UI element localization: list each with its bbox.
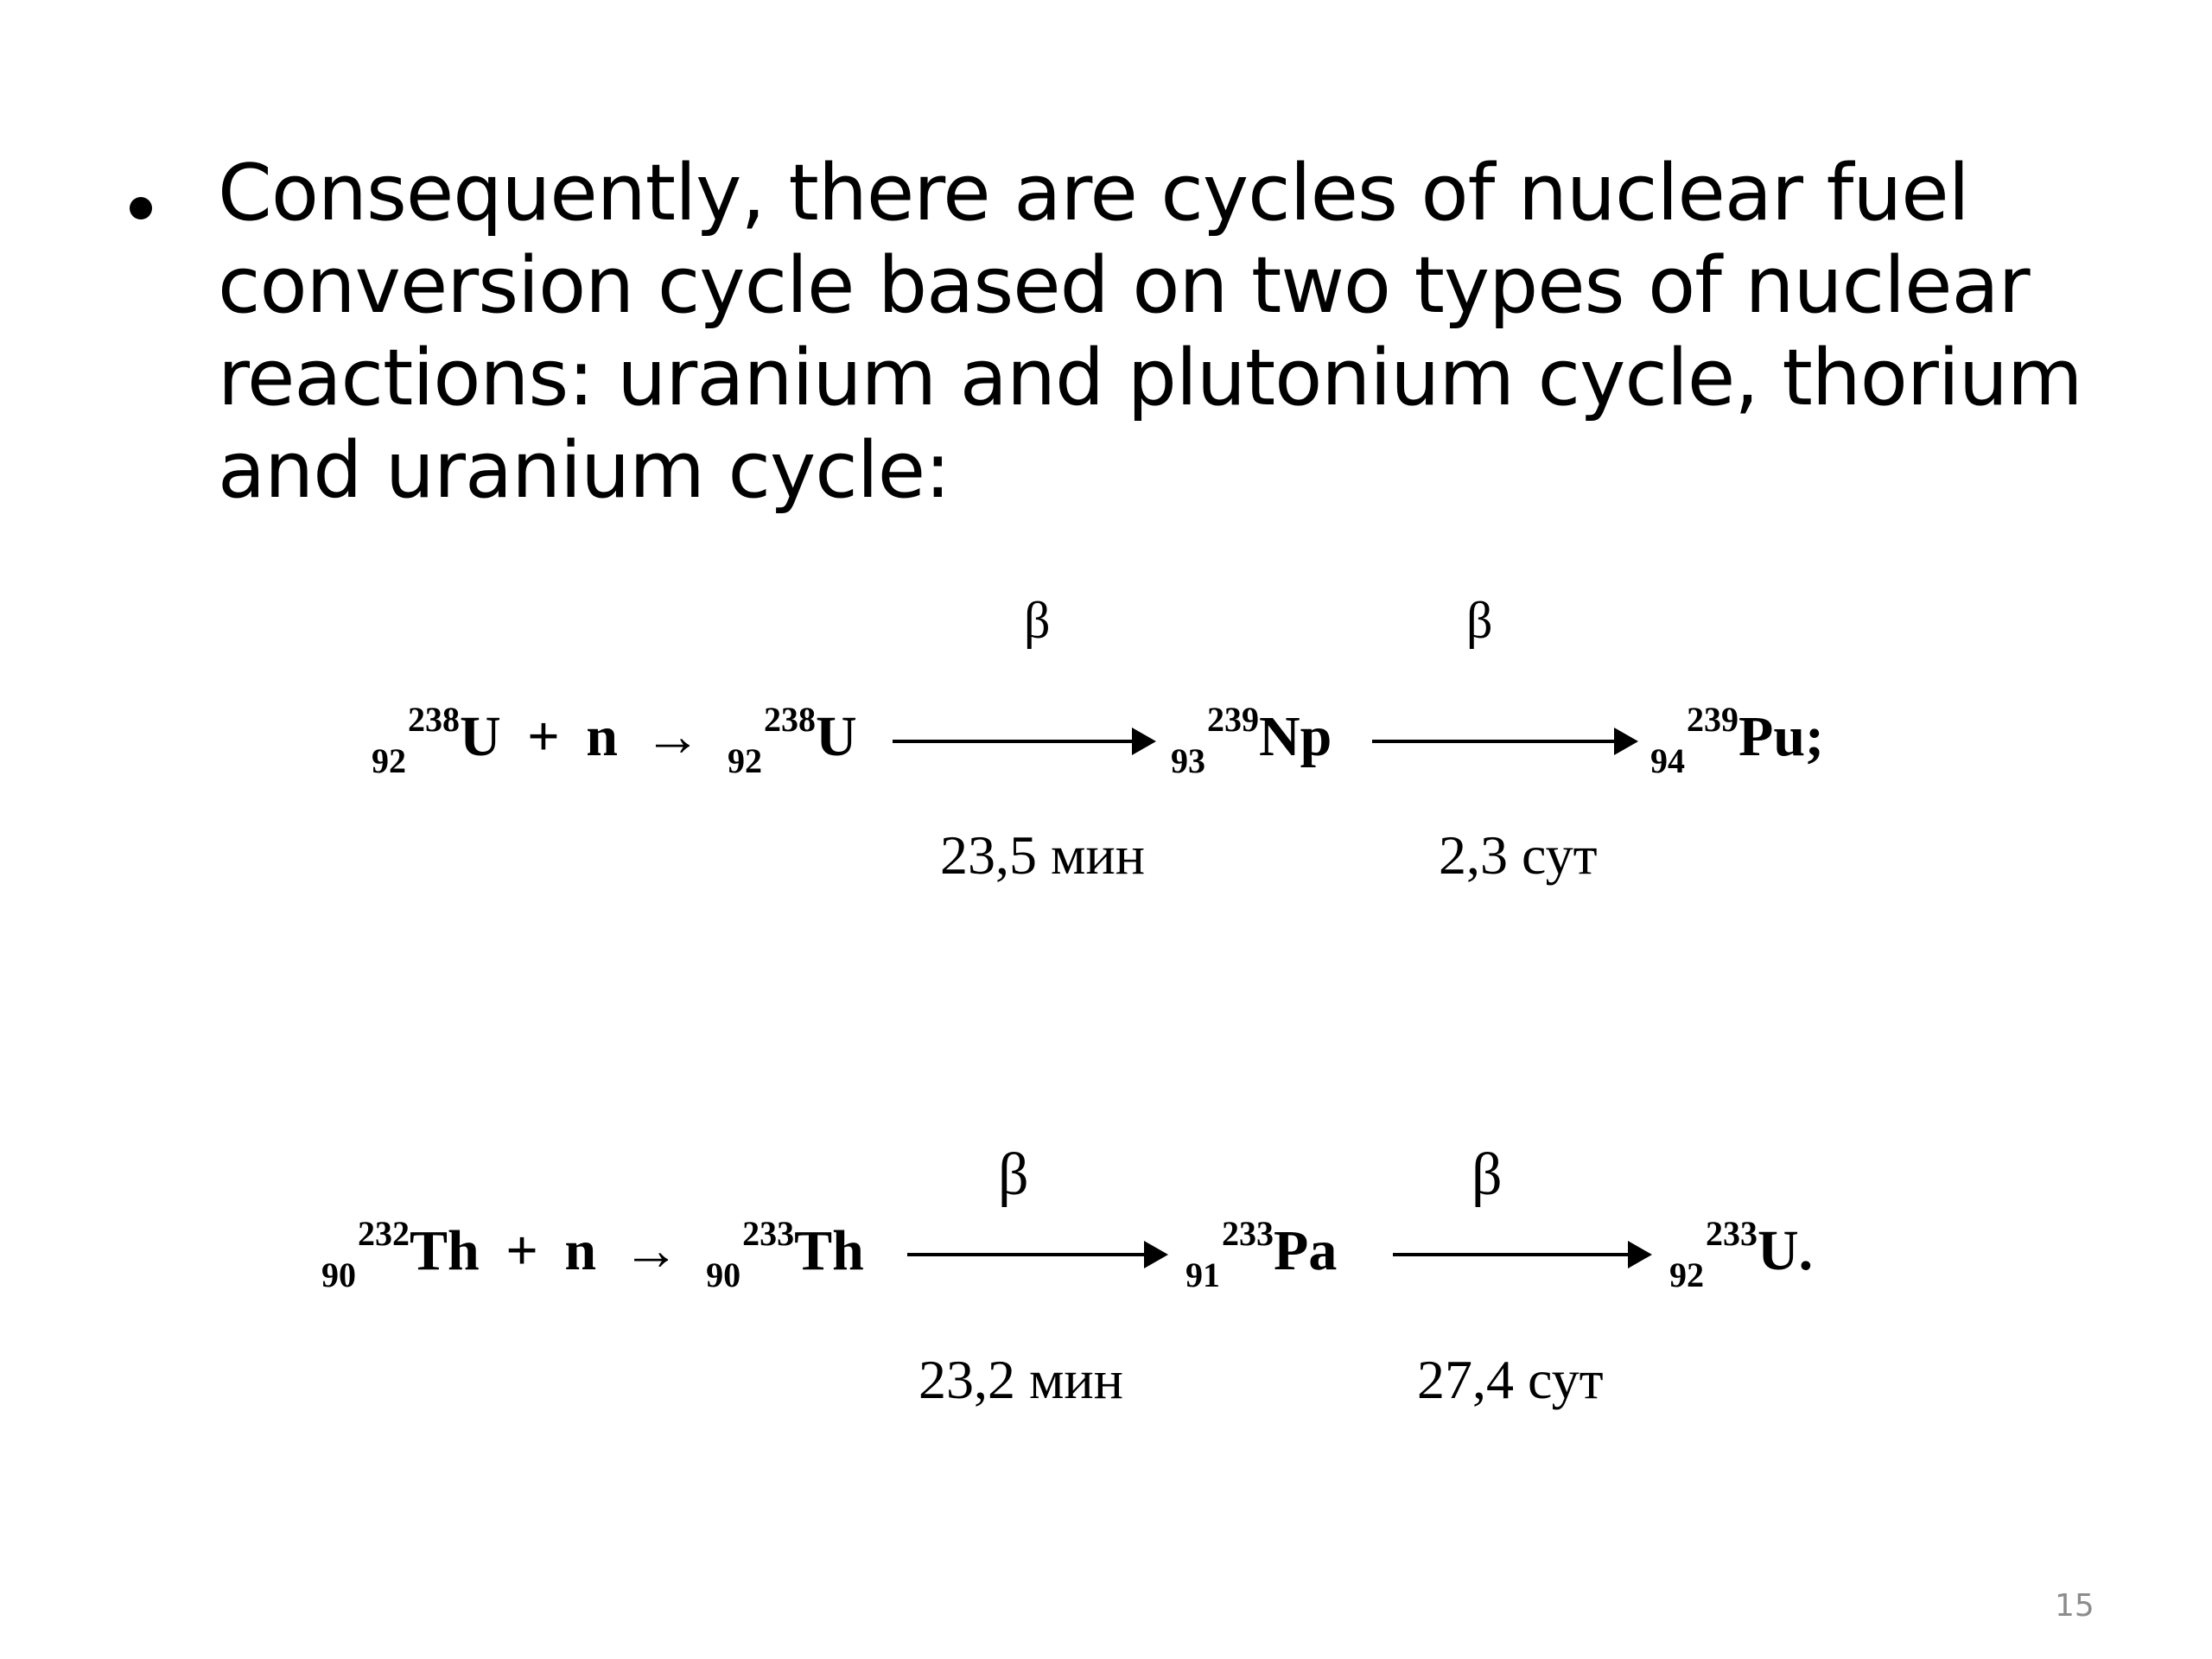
neutron: n	[564, 1219, 597, 1282]
isotope-product: 94239Pu;	[1650, 700, 1824, 780]
plus-sign: +	[505, 1219, 538, 1282]
isotope-product: 92233U.	[1669, 1214, 1814, 1294]
reaction-arrow-icon: →	[644, 705, 702, 768]
decay-arrow-icon	[1372, 724, 1638, 759]
isotope-reactant: 90232Th	[321, 1214, 480, 1294]
bullet-dot-icon	[130, 197, 152, 219]
decay-arrow-icon	[893, 724, 1156, 759]
equation-row	[1185, 1214, 1338, 1294]
half-life-label: 23,2 мин	[918, 1349, 1123, 1410]
equation-row	[1669, 1214, 1814, 1294]
half-life-label: 27,4 сут	[1417, 1349, 1604, 1410]
isotope-reactant: 92238U	[372, 700, 501, 780]
decay-arrow-icon	[1393, 1237, 1652, 1272]
beta-label: β	[1466, 592, 1493, 649]
plus-sign: +	[527, 705, 560, 768]
equation-row	[1650, 700, 1824, 780]
beta-label: β	[1024, 592, 1051, 649]
beta-label: β	[1471, 1141, 1503, 1208]
beta-label: β	[998, 1141, 1029, 1208]
half-life-label: 23,5 мин	[940, 824, 1145, 886]
decay-arrow-icon	[907, 1237, 1168, 1272]
equation-row	[1171, 700, 1332, 780]
equation-row	[321, 1214, 864, 1294]
isotope-intermediate: 91233Pa	[1185, 1214, 1338, 1294]
half-life-label: 2,3 сут	[1439, 824, 1598, 886]
neutron: n	[586, 705, 618, 768]
bullet-text: Consequently, there are cycles of nuclear fuel conversion cycle based on two types of nuclear reactions: uranium and plutonium cycle, thorium and uranium cycle:	[218, 148, 2082, 516]
reaction-arrow-icon: →	[622, 1219, 680, 1282]
isotope-intermediate: 90233Th	[706, 1214, 864, 1294]
isotope-intermediate: 92238U	[728, 700, 857, 780]
equation-row	[372, 700, 857, 780]
page-number: 15	[2055, 1588, 2094, 1624]
isotope-intermediate: 93239Np	[1171, 700, 1332, 780]
